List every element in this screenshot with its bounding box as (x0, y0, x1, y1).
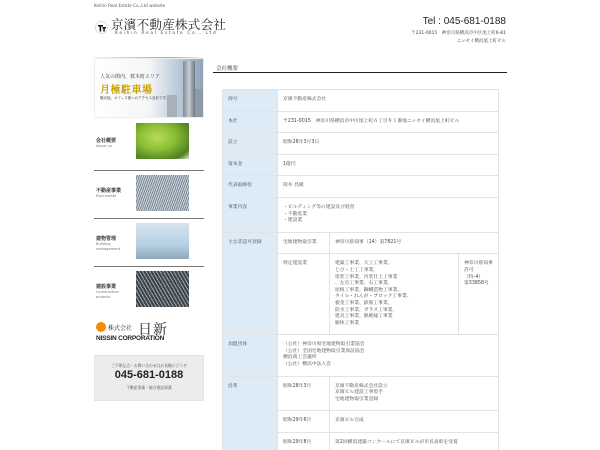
nissin-logo-icon (96, 322, 106, 332)
managed-building-image (136, 223, 189, 259)
table-row (223, 197, 499, 232)
leaves-image (136, 123, 189, 159)
sidebar-item-label: 建設事業 (96, 284, 117, 290)
row-label: 沿革 (223, 376, 278, 450)
license-number: 神奈川県知事（14）第7821号 (330, 232, 499, 254)
history-events (330, 411, 499, 433)
contact-departments: 不動産事業・総合建設事業 (126, 385, 172, 390)
header-address-line1: 〒231-0015 神奈川県横浜市中区尾上町6-81 (411, 31, 506, 36)
row-label: 設立 (223, 133, 278, 155)
row-label: 事業内容 (223, 197, 278, 232)
work-item: 解体工事業 (335, 320, 359, 326)
work-item: とび・土工工事業、 (335, 267, 379, 273)
table-row (223, 90, 499, 112)
glass-building-image (136, 175, 189, 211)
company-info-table (222, 89, 499, 450)
construction-works (330, 254, 459, 335)
nissin-prefix: 株式会社 (108, 325, 133, 332)
construction-image (136, 271, 189, 307)
sidebar-item-label: 会社概要 (96, 138, 117, 144)
work-item: 建築工事業、大工工事業、 (335, 261, 393, 267)
table-row (223, 111, 499, 133)
license-type: 特定建設業 (278, 254, 330, 335)
history-event: 第2回横浜建築コンクールにて京濱ビルが市長表彰を受賞 (335, 440, 458, 446)
table-row (223, 376, 499, 411)
logo-mark-icon (95, 21, 108, 34)
row-label: 主な許認可登録 (223, 232, 278, 335)
site-tagline: Keihin Real Estate Co.,Ltd website (94, 3, 166, 8)
row-value: 筒井 昌隆 (278, 176, 499, 198)
work-item: 塗装工事業、内装仕上工事業 (335, 274, 398, 280)
banner-line1: 人気の関内、桜木町エリア (100, 74, 161, 80)
banner-tower-image (183, 61, 195, 118)
membership-item: （公社）横浜中法人会 (283, 362, 331, 368)
row-value: 昭和28年3月3日 (278, 133, 499, 155)
logo-japanese: 京濱不動産株式会社 (111, 17, 227, 32)
sidebar-item-construction[interactable] (94, 267, 204, 315)
work-item: タイル・れんが・ブロック工事業、 (335, 294, 412, 300)
logo-english: Keihin Real Estate Co., Ltd (115, 31, 218, 36)
history-event: 京濱不動産株式会社設立 (335, 383, 388, 389)
row-label: 本社 (223, 111, 278, 133)
row-value (278, 197, 499, 232)
company-logo[interactable] (95, 18, 226, 40)
history-date: 昭和29年8月 (278, 433, 330, 450)
work-item: 屋根工事業、鋼構造物工事業、 (335, 287, 403, 293)
row-label: 商号 (223, 90, 278, 112)
sidebar-item-building-management[interactable] (94, 219, 204, 267)
header-tel[interactable]: Tel : 045-681-0188 (422, 16, 506, 27)
parking-banner[interactable] (94, 58, 204, 118)
header-address-line2: ニッセイ横浜尾上町ビル (456, 39, 506, 44)
history-event: 京濱ビル建設工事着手 (335, 390, 383, 396)
page-title: 会社概要 (213, 58, 507, 73)
business-item: ・不動産業 (283, 211, 307, 217)
row-value: 京濱不動産株式会社 (278, 90, 499, 112)
sidebar-item-sublabel: Real estate (96, 194, 117, 198)
nissin-name: 日新 (138, 322, 168, 338)
membership-item: （公社）全国宅地建物取引業保証協会 (283, 348, 365, 354)
table-row (223, 176, 499, 198)
permit-line: （特-4） (464, 274, 484, 280)
banner-building-image-2 (195, 89, 204, 118)
nissin-english: NISSIN CORPORATION (96, 335, 165, 342)
sidebar-item-sublabel: About us (96, 144, 112, 148)
contact-phone: 045-681-0188 (114, 369, 184, 381)
history-date: 昭和29年6月 (278, 411, 330, 433)
row-label: 代表取締役 (223, 176, 278, 198)
contact-banner[interactable] (94, 355, 204, 401)
permit-line: 神奈川県知事許可 (464, 261, 493, 273)
membership-item: （公社）神奈川県宅地建物取引業協会 (283, 342, 365, 348)
contact-prompt: ご不明な点・お問い合わせはお気軽にどうぞ (111, 363, 187, 368)
table-row (223, 133, 499, 155)
nissin-banner[interactable] (94, 319, 204, 351)
sidebar-item-label: 建物管理 (96, 236, 117, 242)
history-event: 宅地建物取引業登録 (335, 396, 379, 402)
row-value: 〒231-0015 神奈川県横浜市中区尾上町６丁目８１番地ニッセイ横浜尾上町ビル (278, 111, 499, 133)
row-value: 1億円 (278, 154, 499, 176)
construction-permit (459, 254, 499, 335)
business-item: ・ビルディング等の建設及び経営 (283, 204, 355, 210)
sidebar (94, 58, 204, 401)
history-events (330, 376, 499, 411)
history-events (330, 433, 499, 450)
license-type: 宅地建物取引業 (278, 232, 330, 254)
banner-line3: 観光地、オフィス街へのアクセス良好です。 (100, 96, 170, 100)
history-date: 昭和28年3月 (278, 376, 330, 411)
membership-item: 横浜商工会議所 (283, 355, 317, 361)
sidebar-item-about[interactable] (94, 121, 204, 171)
table-row (223, 154, 499, 176)
main-content (213, 58, 507, 446)
table-row (223, 232, 499, 254)
work-item: 板金工事業、鉄筋工事業、 (335, 300, 393, 306)
history-event: 京濱ビル完成 (335, 418, 364, 424)
banner-title: 月極駐車場 (100, 85, 153, 96)
work-item: 防水工事業、ガラス工事業、 (335, 307, 398, 313)
row-label: 加盟団体 (223, 335, 278, 376)
row-label: 資本金 (223, 154, 278, 176)
sidebar-item-label: 不動産事業 (96, 188, 122, 194)
work-item: 、左官工事業、石工事業、 (335, 281, 393, 287)
work-item: 建具工事業、熱絶縁工事業 (335, 314, 393, 320)
sidebar-item-real-estate[interactable] (94, 171, 204, 219)
sidebar-item-sublabel: Building management (96, 242, 121, 251)
table-row (223, 335, 499, 376)
permit-line: 第33858号 (464, 281, 489, 287)
business-item: ・建設業 (283, 218, 303, 224)
sidebar-item-sublabel: Construction projects (96, 290, 119, 299)
row-value (278, 335, 499, 376)
